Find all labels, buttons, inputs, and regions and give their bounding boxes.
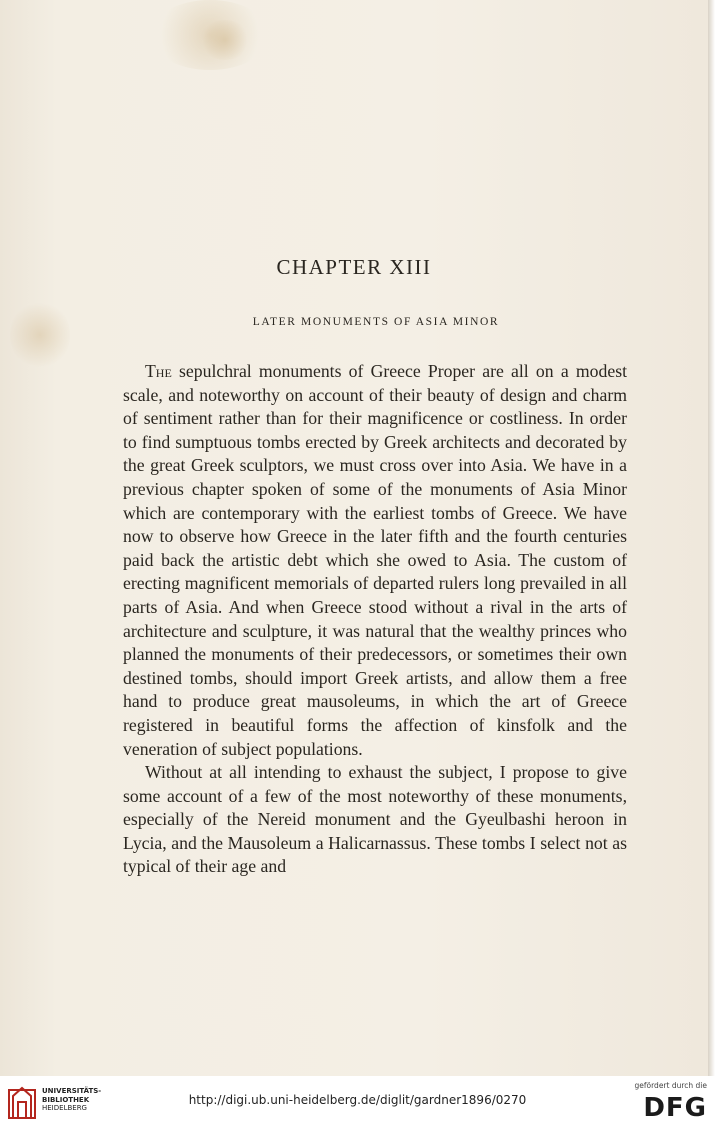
- library-line-1: UNIVERSITÄTS-: [42, 1087, 102, 1095]
- library-line-2: BIBLIOTHEK: [42, 1095, 90, 1104]
- dfg-logo: DFG: [643, 1093, 707, 1123]
- paragraph-1: [123, 360, 627, 761]
- paper-stain: [200, 20, 250, 60]
- permalink-url[interactable]: http://digi.ub.uni-heidelberg.de/diglit/gardner1896/0270: [188, 1093, 527, 1107]
- paragraph-1-text: sepulchral monuments of Greece Proper are all on a modest scale, and noteworthy on account of their beauty of design and charm of sentiment rather than for their magnificence or costliness. In order to find sumptuous tombs erected by Greek architects and decorated by the great Greek sculptors, we must cross over into Asia. We have in a previous chapter spoken of some of the monuments of Asia Minor which are contemporary with the earliest tombs of Greece. We have now to observe how Greece in the later fifth and the fourth centuries paid back the artistic debt which she owed to Asia. The custom of erecting magnificent memorials of departed rulers long prevailed in all parts of Asia. And when Greece stood without a rival in the arts of architecture and sculpture, it was natural that the wealthy princes who planned the monuments of their predecessors, or sometimes their own destined tombs, should import Greek artists, and allow them a free hand to produce great mausoleums, in which the art of Greece registered in beautiful forms the affection of kinsfolk and the veneration of subject populations.: [123, 361, 627, 759]
- page-edge: [708, 0, 715, 1076]
- body-text: [123, 360, 627, 879]
- chapter-subtitle: LATER MONUMENTS OF ASIA MINOR: [252, 316, 500, 328]
- funding-caption: gefördert durch die: [634, 1081, 707, 1090]
- paragraph-2: Without at all intending to exhaust the subject, I propose to give some account of a few of the most noteworthy of these monuments, especially of the Nereid monument and the Gyeulbashi heroon in Lycia, and the Mausoleum a Halicarnassus. These tombs I select not as typical of their age and: [123, 762, 627, 877]
- library-line-3: HEIDELBERG: [42, 1104, 87, 1112]
- paper-stain: [10, 300, 70, 370]
- chapter-title: CHAPTER XIII: [276, 255, 432, 279]
- paragraph-opening: The: [145, 361, 172, 381]
